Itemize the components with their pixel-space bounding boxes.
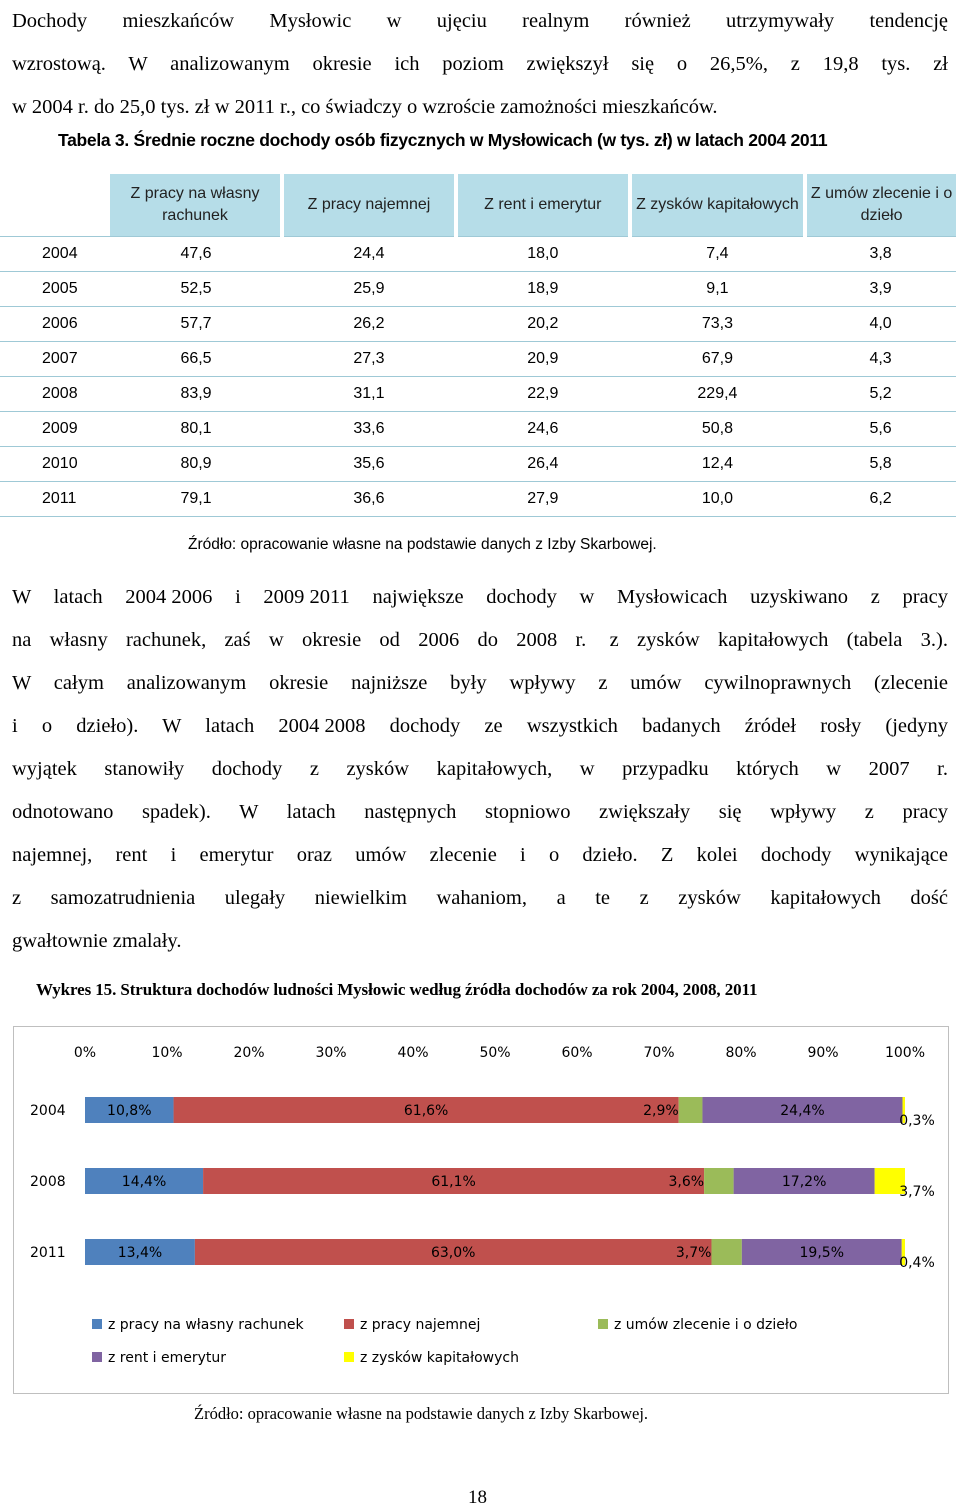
legend-swatch	[344, 1319, 354, 1329]
table-header-row	[0, 174, 956, 237]
body-paragraph	[12, 576, 948, 963]
table-year-cell: 2004	[0, 237, 110, 272]
x-tick-label: 50%	[479, 1045, 511, 1061]
table-header: Z pracy najemnej	[282, 174, 456, 237]
table-row	[0, 447, 956, 482]
table-header: Z pracy na własny rachunek	[110, 174, 282, 237]
table-value-cell: 66,5	[110, 342, 282, 377]
body-line: W całym analizowanym okresie najniższe były wpływy z umów cywilnoprawnych (zlecenie	[12, 672, 948, 694]
table-year-cell: 2009	[0, 412, 110, 447]
table-value-cell: 57,7	[110, 307, 282, 342]
table-value-cell: 26,2	[282, 307, 456, 342]
data-label: 61,1%	[431, 1174, 476, 1190]
legend-item	[344, 1350, 519, 1366]
table-row	[0, 342, 956, 377]
table-header: Z umów zlecenie i o dzieło	[805, 174, 956, 237]
table-value-cell: 4,0	[805, 307, 956, 342]
category-label: 2008	[30, 1174, 66, 1190]
table-value-cell: 24,4	[282, 237, 456, 272]
table-value-cell: 33,6	[282, 412, 456, 447]
table-value-cell: 5,8	[805, 447, 956, 482]
table-value-cell: 24,6	[456, 412, 630, 447]
legend-label: z pracy na własny rachunek	[108, 1317, 304, 1333]
data-label: 10,8%	[107, 1103, 152, 1119]
data-label: 13,4%	[117, 1245, 163, 1261]
figure-title: Wykres 15. Struktura dochodów ludności Mysłowic według źródła dochodów za rok 2004, 2008, 2011	[36, 980, 758, 999]
intro-line: w 2004 r. do 25,0 tys. zł w 2011 r., co świadczy o wzroście zamożności mieszkańców.	[12, 96, 718, 118]
table-row	[0, 412, 956, 447]
table-value-cell: 31,1	[282, 377, 456, 412]
table-value-cell: 7,4	[630, 237, 805, 272]
data-label: 2,9%	[643, 1103, 679, 1119]
table-value-cell: 5,6	[805, 412, 956, 447]
x-tick-label: 80%	[725, 1045, 757, 1061]
x-tick-label: 60%	[561, 1045, 593, 1061]
legend-swatch	[92, 1352, 102, 1362]
income-table	[0, 174, 956, 517]
x-tick-label: 20%	[233, 1045, 265, 1061]
table-value-cell: 3,9	[805, 272, 956, 307]
table-value-cell: 80,9	[110, 447, 282, 482]
intro-paragraph	[12, 0, 948, 129]
chart-svg	[14, 1027, 948, 1393]
body-line: wyjątek stanowiły dochody z zysków kapitałowych, w przypadku których w 2007 r.	[12, 758, 948, 780]
table-year-cell: 2006	[0, 307, 110, 342]
table-value-cell: 83,9	[110, 377, 282, 412]
table-year-cell: 2008	[0, 377, 110, 412]
table-caption: Tabela 3. Średnie roczne dochody osób fizycznych w Mysłowicach (w tys. zł) w latach 2004 2011	[58, 130, 828, 150]
x-tick-label: 10%	[151, 1045, 183, 1061]
legend-swatch	[598, 1319, 608, 1329]
x-tick-label: 90%	[807, 1045, 839, 1061]
legend-label: z pracy najemnej	[360, 1317, 481, 1333]
data-label: 63,0%	[430, 1245, 476, 1261]
body-line: odnotowano spadek). W latach następnych stopniowo zwiększały się wpływy z pracy	[12, 801, 948, 823]
x-tick-label: 30%	[315, 1045, 347, 1061]
table-value-cell: 52,5	[110, 272, 282, 307]
table-value-cell: 20,2	[456, 307, 630, 342]
table-value-cell: 18,0	[456, 237, 630, 272]
table-value-cell: 3,8	[805, 237, 956, 272]
x-tick-label: 70%	[643, 1045, 675, 1061]
data-label: 19,5%	[799, 1245, 845, 1261]
table-value-cell: 5,2	[805, 377, 956, 412]
bar-segment	[704, 1168, 734, 1194]
table-value-cell: 229,4	[630, 377, 805, 412]
table-value-cell: 22,9	[456, 377, 630, 412]
table-value-cell: 25,9	[282, 272, 456, 307]
data-label: 0,3%	[899, 1113, 935, 1129]
table-value-cell: 26,4	[456, 447, 630, 482]
table-row	[0, 237, 956, 272]
table-value-cell: 47,6	[110, 237, 282, 272]
stacked-bar-chart	[13, 1026, 949, 1394]
data-label: 14,4%	[121, 1174, 167, 1190]
data-label: 17,2%	[781, 1174, 827, 1190]
body-line: na własny rachunek, zaś w okresie od 2006 do 2008 r. z zysków kapitałowych (tabela 3.).	[12, 629, 948, 651]
table-row	[0, 307, 956, 342]
table-value-cell: 35,6	[282, 447, 456, 482]
category-label: 2004	[30, 1103, 66, 1119]
table-value-cell: 4,3	[805, 342, 956, 377]
table-value-cell: 67,9	[630, 342, 805, 377]
body-line: z samozatrudnienia ulegały niewielkim wahaniom, a te z zysków kapitałowych dość	[12, 887, 948, 909]
table-year-cell: 2007	[0, 342, 110, 377]
table-value-cell: 80,1	[110, 412, 282, 447]
table-corner-cell	[0, 174, 110, 237]
table-source: Źródło: opracowanie własne na podstawie danych z Izby Skarbowej.	[188, 536, 657, 553]
table-header: Z rent i emerytur	[456, 174, 630, 237]
table-value-cell: 79,1	[110, 482, 282, 517]
legend-item	[92, 1350, 226, 1366]
category-label: 2011	[30, 1245, 66, 1261]
data-label: 3,7%	[675, 1245, 712, 1261]
bar-segment	[679, 1097, 703, 1123]
page-number: 18	[468, 1487, 487, 1508]
legend-swatch	[92, 1319, 102, 1329]
table-value-cell: 10,0	[630, 482, 805, 517]
legend-item	[344, 1317, 480, 1333]
x-tick-label: 100%	[884, 1045, 926, 1061]
bar-segment	[711, 1239, 741, 1265]
table-value-cell: 12,4	[630, 447, 805, 482]
body-line: gwałtownie zmalały.	[12, 930, 182, 952]
legend-label: z rent i emerytur	[108, 1350, 227, 1366]
legend-label: z zysków kapitałowych	[360, 1350, 519, 1366]
table-year-cell: 2011	[0, 482, 110, 517]
x-tick-label: 40%	[397, 1045, 429, 1061]
table-value-cell: 27,3	[282, 342, 456, 377]
x-tick-label: 0%	[73, 1045, 97, 1061]
table-value-cell: 73,3	[630, 307, 805, 342]
table-year-cell: 2010	[0, 447, 110, 482]
data-label: 0,4%	[899, 1255, 935, 1271]
legend-item	[598, 1317, 797, 1333]
table-value-cell: 50,8	[630, 412, 805, 447]
legend-item	[92, 1317, 304, 1333]
table-row	[0, 482, 956, 517]
table-value-cell: 18,9	[456, 272, 630, 307]
table-value-cell: 36,6	[282, 482, 456, 517]
table-row	[0, 272, 956, 307]
table-value-cell: 27,9	[456, 482, 630, 517]
body-line: W latach 2004 2006 i 2009 2011 największe dochody w Mysłowicach uzyskiwano z pracy	[12, 586, 948, 608]
table-year-cell: 2005	[0, 272, 110, 307]
table-body	[0, 237, 956, 517]
figure-source: Źródło: opracowanie własne na podstawie danych z Izby Skarbowej.	[194, 1404, 649, 1423]
table-value-cell: 6,2	[805, 482, 956, 517]
table-value-cell: 9,1	[630, 272, 805, 307]
body-line: najemnej, rent i emerytur oraz umów zlecenie i o dzieło. Z kolei dochody wynikające	[12, 844, 948, 866]
body-line: i o dzieło). W latach 2004 2008 dochody ze wszystkich badanych źródeł rosły (jedyny	[12, 715, 948, 737]
table-row	[0, 377, 956, 412]
table-header: Z zysków kapitałowych	[630, 174, 805, 237]
table-value-cell: 20,9	[456, 342, 630, 377]
legend-label: z umów zlecenie i o dzieło	[614, 1317, 798, 1333]
data-label: 24,4%	[780, 1103, 825, 1119]
data-label: 3,7%	[899, 1184, 935, 1200]
intro-line: wzrostową. W analizowanym okresie ich poziom zwiększył się o 26,5%, z 19,8 tys. zł	[12, 53, 948, 75]
legend-swatch	[344, 1352, 354, 1362]
data-label: 3,6%	[668, 1174, 705, 1190]
data-label: 61,6%	[403, 1103, 449, 1119]
intro-line: Dochody mieszkańców Mysłowic w ujęciu realnym również utrzymywały tendencję	[12, 10, 948, 32]
